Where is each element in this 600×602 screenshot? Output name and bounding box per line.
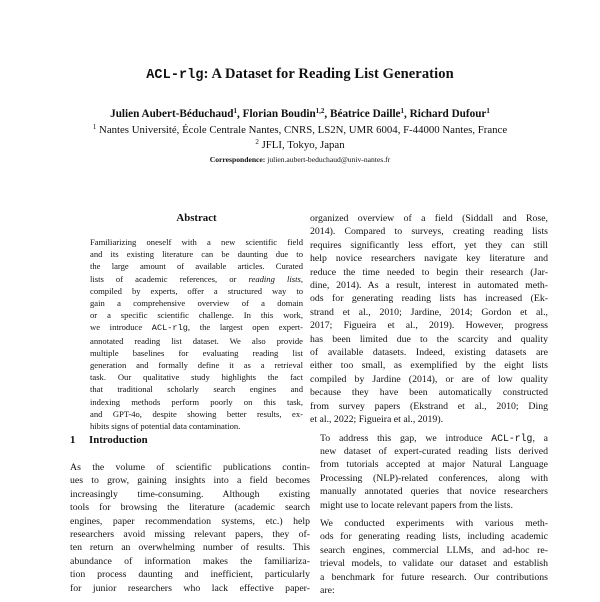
text-line: because they have been automatically constructed [310, 387, 548, 399]
text-line: gain a comprehensive overview of a domain [90, 298, 303, 309]
text-line: compiled by experts, offer a structured way to [90, 285, 303, 296]
text-line: Familiarizing oneself with a new scientific field [90, 237, 303, 247]
text-line: dine, 2014). As a result, interest in automated meth- [310, 280, 548, 292]
text-line: researchers avoid missing relevant papers, they of- [70, 529, 310, 541]
text-line: from tutorials accepted at major Natural Language [320, 459, 548, 471]
introduction-body [70, 461, 310, 595]
text-line: are: [320, 584, 335, 596]
text-line: multiple baselines for evaluating reading list [90, 347, 303, 358]
title-dataset-name: ACL-rlg [146, 68, 204, 83]
author-affiliation-marker: 1 [233, 107, 238, 115]
affiliation-2-marker: 2 [255, 138, 259, 146]
text-line: generation and formally define it as a retrieval [90, 360, 303, 371]
text-line: strand et al., 2010; Jardine, 2014; Gordon et al., [310, 306, 548, 318]
text-line: has been limited due to the scarcity and quality [310, 333, 548, 345]
text-line: trieval models, to validate our dataset and establish [320, 558, 548, 570]
right-paragraph-1 [310, 212, 548, 427]
author-affiliation-marker: 1 [400, 107, 405, 115]
text-line: Processing (NLP)-related conferences, along with [320, 472, 548, 484]
text-line: tools for browsing the literature (academic search [70, 502, 310, 514]
text-line: that traditional scholarly search engines and [90, 384, 303, 395]
text-line: ods for generating reading lists has increased (Ek- [310, 293, 548, 305]
text-line: organized overview of a field (Siddall and Rose, [310, 213, 548, 224]
section-number: 1 [70, 434, 76, 446]
text-line: As the volume of scientific publications contin- [70, 462, 310, 473]
text-line: search engines, commercial LLMs, and ad-hoc re- [320, 544, 548, 556]
affiliation-2-text: JFLI, Tokyo, Japan [258, 139, 345, 151]
text-line: engines, paper recommendation systems, etc.) help [70, 515, 310, 527]
text-line: the large amount of available articles. Curated [90, 261, 303, 272]
text-line: might use to locate relevant papers from the lists. [320, 499, 513, 511]
text-line: from survey papers (Ekstrand et al., 2010; Ding [310, 400, 548, 412]
text-line: new dataset of expert-curated reading lists derived [320, 445, 548, 457]
text-line: ods for generating reading lists, including academic [320, 531, 548, 543]
author-name: Julien Aubert-Béduchaud [110, 108, 234, 120]
author-list [0, 108, 600, 120]
author-name: Florian Boudin [242, 108, 316, 120]
text-line: either too small, as exemplified by the eight lists [310, 360, 548, 372]
author-affiliation-marker: 1,2 [315, 107, 325, 115]
text-line: task. Our qualitative study highlights the fact [90, 372, 303, 383]
text-line: help novice researchers navigate key literature and [310, 253, 548, 265]
title-rest: : A Dataset for Reading List Generation [203, 66, 454, 82]
correspondence [0, 155, 600, 164]
affiliation-1-text: Nantes Université, École Centrale Nantes, CNRS, LS2N, UMR 6004, F-44000 Nantes, France [96, 124, 508, 136]
author-name: Richard Dufour [409, 108, 487, 120]
text-line: or a specific scientific challenge. In this work, [90, 310, 303, 321]
section-title: Introduction [89, 434, 148, 446]
affiliation-1-marker: 1 [92, 123, 97, 131]
text-line: and its existing literature can be daunting due to [90, 249, 303, 260]
text-line: We conducted experiments with various meth- [320, 517, 548, 529]
paper-title [0, 66, 600, 83]
section-heading-introduction [70, 434, 148, 446]
author-separator: , [324, 108, 331, 120]
text-line: 2014). Compared to surveys, creating reading lists [310, 226, 548, 238]
text-line: a benchmark for future research. Our contributions [320, 571, 548, 583]
text-line: and GPT-4o, despite showing better results, ex- [90, 408, 303, 419]
text-line: et al., 2022; Figueira et al., 2019). [310, 414, 444, 426]
text-line: tion process daunting and inefficient, particularly [70, 569, 310, 581]
text-line: indexing methods perform poorly on this task, [90, 396, 303, 407]
author-separator: , [404, 108, 410, 120]
abstract-body [90, 236, 303, 432]
text-line: hibits signs of potential data contamination. [90, 421, 241, 432]
text-line: ues to grow, gaining insights into a field becomes [70, 475, 310, 487]
author-affiliation-marker: 1 [486, 107, 490, 115]
text-line: abundance of information makes the familiariza- [70, 555, 310, 567]
affiliation-1 [0, 124, 600, 136]
text-line: lists of academic references, or reading lists, [90, 273, 303, 284]
text-line: 2017; Figueira et al., 2019). However, progress [310, 320, 548, 332]
text-line: compiled by Jardine (2014), or are of low quality [310, 373, 548, 385]
text-line: reduce the time needed to begin their research (Jar- [310, 266, 548, 278]
text-line: we introduce ACL-rlg, the largest open expert- [90, 322, 303, 334]
text-line: of available datasets. Indeed, existing datasets are [310, 347, 548, 359]
text-line: requires significantly less effort, yet they can still [310, 239, 548, 251]
right-paragraph-2 [310, 432, 548, 512]
text-line: manually annotated queries that novice researchers [320, 486, 548, 498]
correspondence-email: julien.aubert-beduchaud@univ-nantes.fr [265, 155, 391, 164]
text-line: To address this gap, we introduce ACL-rlg, a [320, 432, 548, 444]
affiliation-2 [0, 139, 600, 151]
right-column [310, 212, 548, 602]
author-separator: , [237, 108, 243, 120]
correspondence-label: Correspondence: [209, 155, 266, 164]
text-line: increasingly time-consuming. Although existing [70, 488, 310, 500]
right-paragraph-3 [310, 517, 548, 597]
author-name: Béatrice Daille [330, 108, 401, 120]
text-line: ten return an overwhelming number of results. This [70, 542, 310, 554]
abstract-heading: Abstract [176, 212, 217, 224]
text-line: for junior researchers who lack effective paper- [70, 582, 310, 594]
text-line: annotated reading list dataset. We also provide [90, 335, 303, 346]
